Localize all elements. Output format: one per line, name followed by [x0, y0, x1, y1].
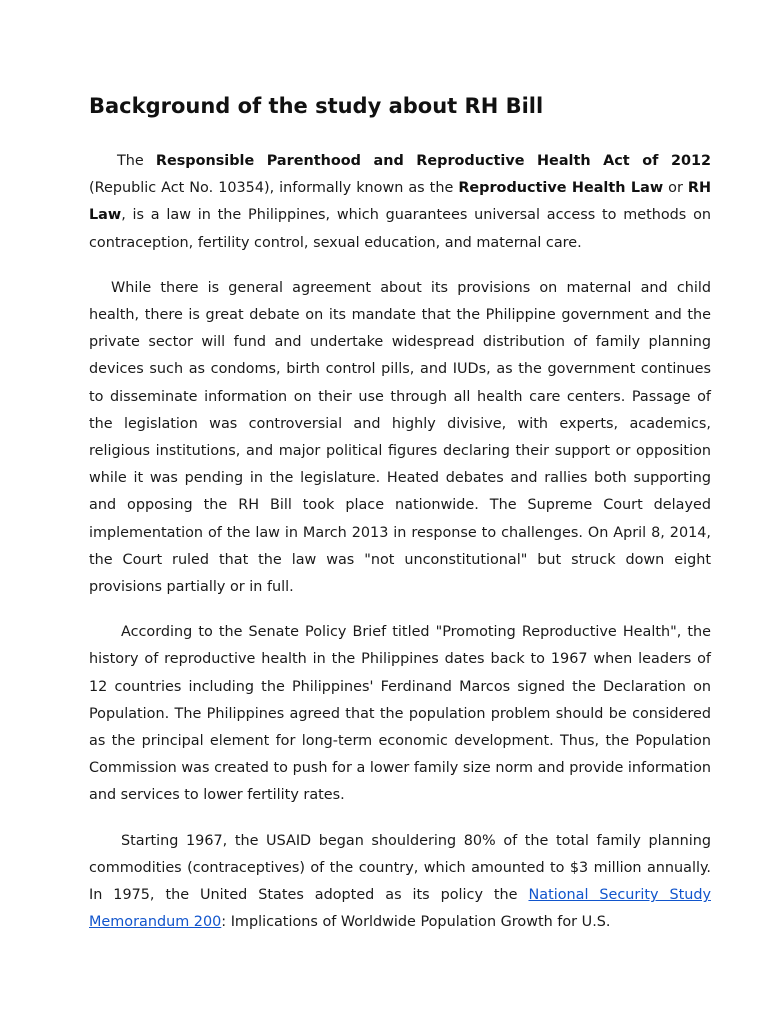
- paragraph-1-text-or: or: [663, 180, 688, 197]
- paragraph-1-text-start: The: [117, 153, 156, 169]
- paragraph-4-text-start: Starting 1967, the USAID began shouldering 80% of the total family planning commodities (contraceptives) of the country, which amounted to $3 million annually. In 1975, the United States adopted as its policy the: [89, 832, 711, 904]
- act-name-bold: Responsible Parenthood and Reproductive Health Act of 2012: [155, 153, 711, 169]
- paragraph-1-text-mid: (Republic Act No. 10354), informally known as the: [89, 180, 459, 197]
- law-name-bold: Reproductive Health Law: [458, 180, 664, 197]
- document-page: [89, 88, 711, 954]
- paragraph-4: [89, 828, 711, 937]
- paragraph-2: While there is general agreement about its provisions on maternal and child health, there is great debate on its mandate that the Philippine government and the private sector will fund and undertake widespread distribution of family planning devices such as condoms, birth control pills, and IUDs, as the government continues to disseminate information on their use through all health care centers. Passage of the legislation was controversial and highly divisive, with experts, academics, religious institutions, and major political figures declaring their support or opposition while it was pending in the legislature. Heated debates and rallies both supporting and opposing the RH Bill took place nationwide. The Supreme Court delayed implementation of the law in March 2013 in response to challenges. On April 8, 2014, the Court ruled that the law was "not unconstitutional" but struck down eight provisions partially or in full.: [89, 279, 711, 596]
- short-name-bold: RH Law: [89, 180, 711, 224]
- paragraph-1-text-end: , is a law in the Philippines, which guarantees universal access to methods on contraception, fertility control, sexual education, and maternal care.: [89, 207, 711, 251]
- paragraph-4-text-end: : Implications of Worldwide Population Growth for U.S.: [221, 914, 611, 931]
- paragraph-1: [89, 148, 711, 257]
- paragraph-3: According to the Senate Policy Brief titled "Promoting Reproductive Health", the history of reproductive health in the Philippines dates back to 1967 when leaders of 12 countries including the Philippines' Ferdinand Marcos signed the Declaration on Population. The Philippines agreed that the population problem should be considered as the principal element for long-term economic development. Thus, the Population Commission was created to push for a lower family size norm and provide information and services to lower fertility rates.: [89, 624, 711, 804]
- nssm-200-link[interactable]: National Security Study Memorandum 200: [89, 887, 711, 931]
- document-title: Background of the study about RH Bill: [89, 94, 544, 118]
